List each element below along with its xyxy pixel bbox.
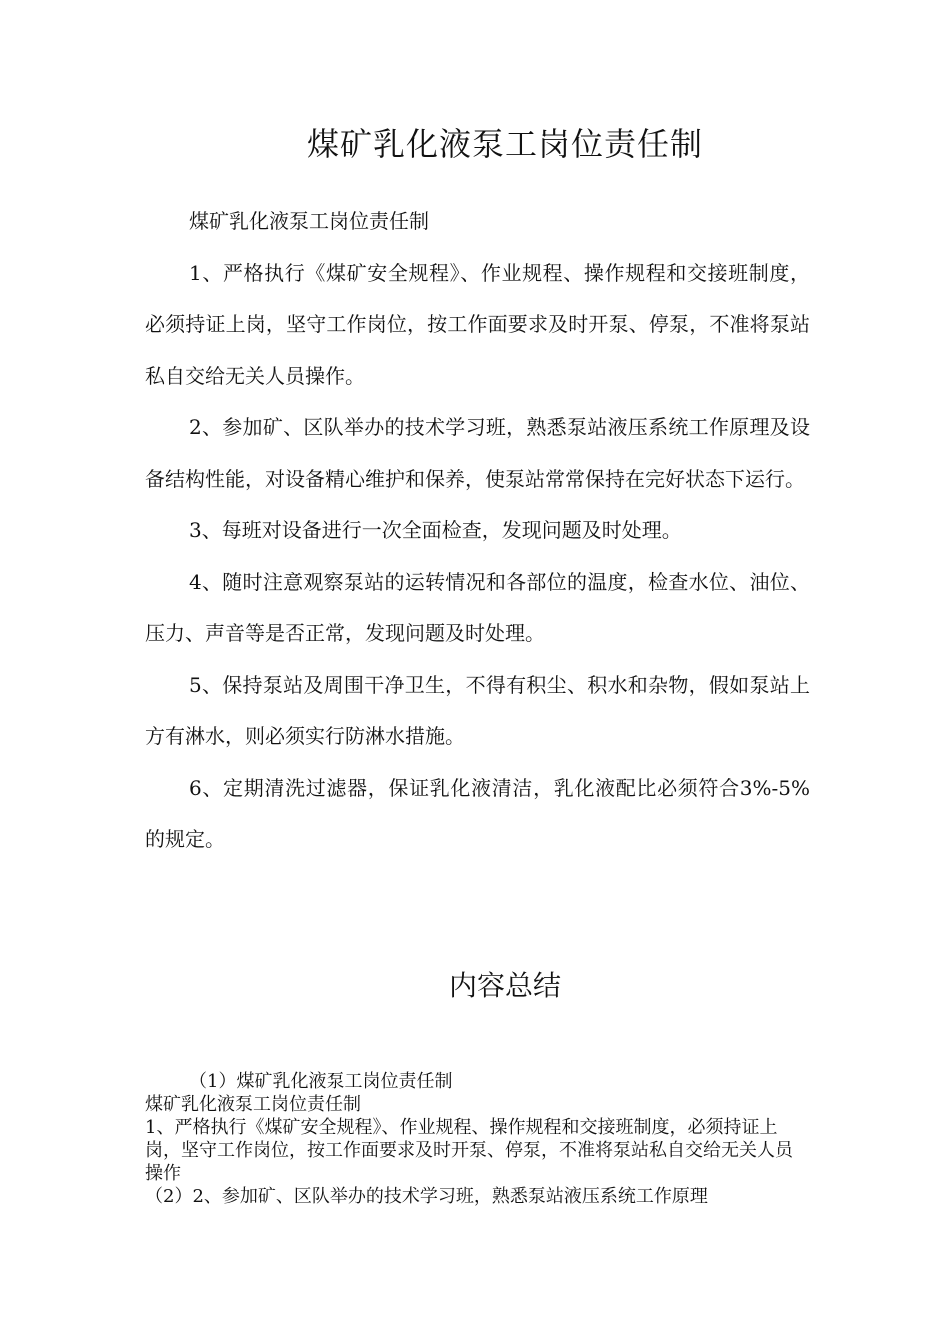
document-body xyxy=(145,196,810,866)
body-paragraph: 2、参加矿、区队举办的技术学习班，熟悉泵站液压系统工作原理及设备结构性能，对设备精心维护和保养，使泵站常常保持在完好状态下运行。 xyxy=(145,415,810,491)
document-title: 煤矿乳化液泵工岗位责任制 xyxy=(306,125,703,163)
body-paragraph: 5、保持泵站及周围干净卫生，不得有积尘、积水和杂物，假如泵站上方有淋水，则必须实行防淋水措施。 xyxy=(145,672,810,748)
summary-line: 1、严格执行《煤矿安全规程》、作业规程、操作规程和交接班制度，必须持证上岗，坚守工作岗位，按工作面要求及时开泵、停泵，不准将泵站私自交给无关人员操作 xyxy=(145,1117,793,1184)
body-paragraph: 4、随时注意观察泵站的运转情况和各部位的温度，检查水位、油位、压力、声音等是否正常，发现问题及时处理。 xyxy=(145,569,810,645)
summary-title: 内容总结 xyxy=(448,969,561,1002)
summary-line: （2）2、参加矿、区队举办的技术学习班，熟悉泵站液压系统工作原理 xyxy=(145,1186,708,1207)
summary-line: （1）煤矿乳化液泵工岗位责任制 xyxy=(189,1071,453,1092)
body-paragraph: 1、严格执行《煤矿安全规程》、作业规程、操作规程和交接班制度，必须持证上岗，坚守工作岗位，按工作面要求及时开泵、停泵，不准将泵站私自交给无关人员操作。 xyxy=(145,260,810,388)
body-paragraph: 6、定期清洗过滤器，保证乳化液清洁，乳化液配比必须符合3%-5%的规定。 xyxy=(145,775,810,851)
summary-section xyxy=(145,1070,810,1208)
summary-line: 煤矿乳化液泵工岗位责任制 xyxy=(145,1094,361,1115)
body-paragraph: 3、每班对设备进行一次全面检查，发现问题及时处理。 xyxy=(189,518,682,542)
body-paragraph: 煤矿乳化液泵工岗位责任制 xyxy=(189,209,429,233)
